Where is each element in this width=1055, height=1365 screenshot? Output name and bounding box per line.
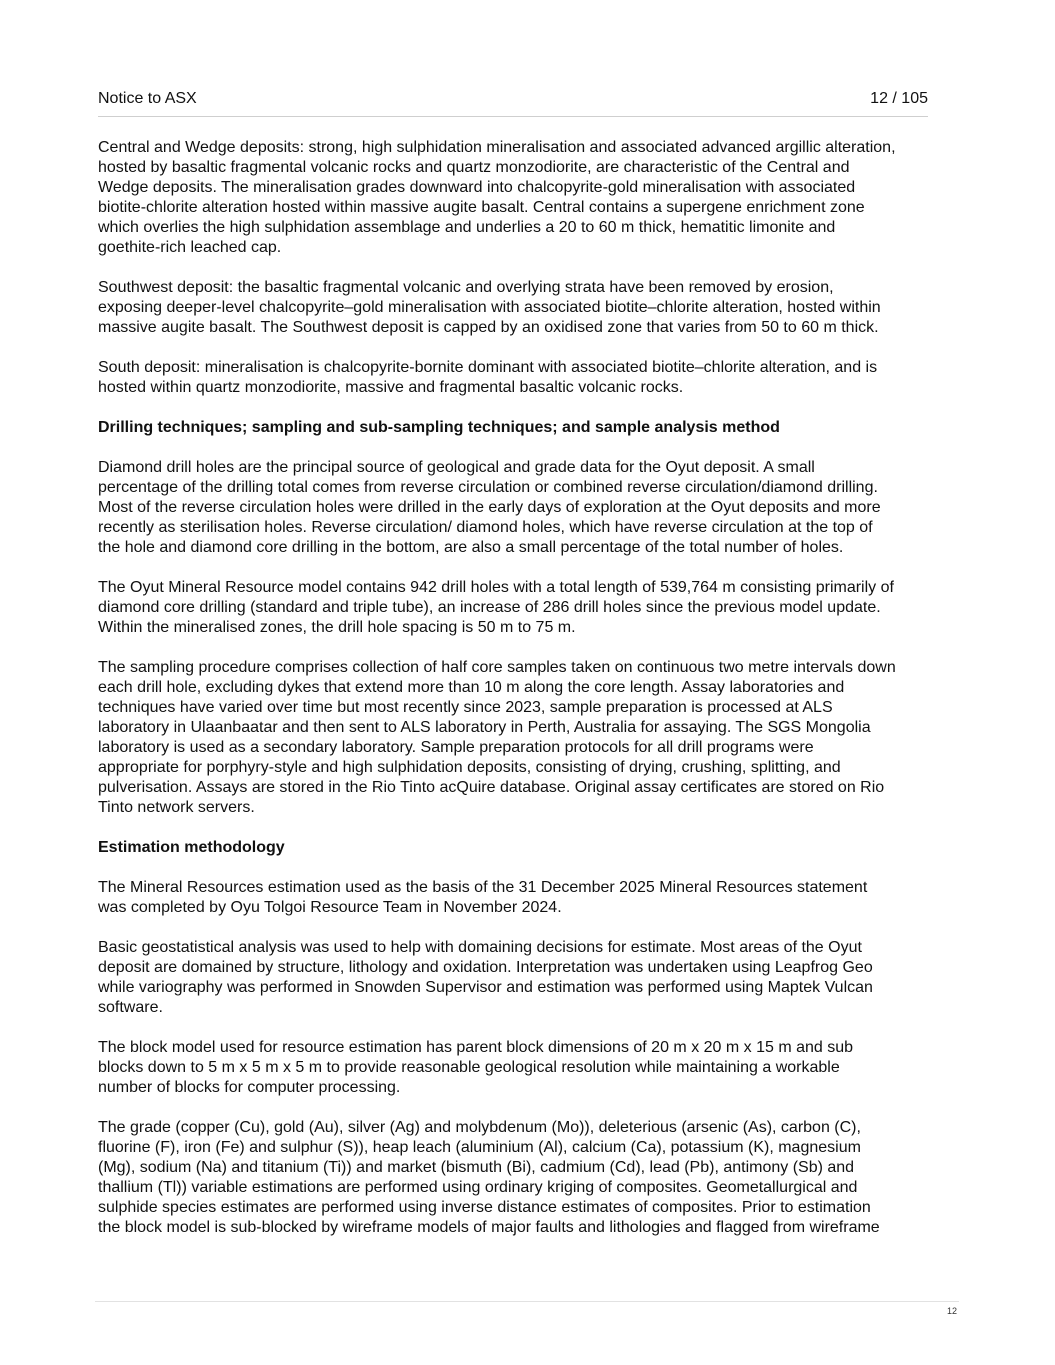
paragraph-southwest: Southwest deposit: the basaltic fragmental volcanic and overlying strata have been removed by erosion, exposing deeper-level chalcopyrite–gold mineralisation with associated biotite–chlorite alteration, hosted within massive augite basalt. The Southwest deposit is capped by an oxidised zone that varies from 50 to 60 m thick.: [98, 279, 881, 336]
page-header: [98, 89, 928, 117]
heading-drilling-techniques: Drilling techniques; sampling and sub-sampling techniques; and sample analysis method: [98, 419, 780, 436]
document-body: [98, 138, 960, 1258]
footer-divider: [95, 1301, 959, 1302]
document-title: Notice to ASX: [98, 90, 197, 107]
paragraph-central-wedge: Central and Wedge deposits: strong, high sulphidation mineralisation and associated advanced argillic alteration, hosted by basaltic fragmental volcanic rocks and quartz monzodiorite, are characteristic of the Central and Wedge deposits. The mineralisation grades downward into chalcopyrite-gold mineralisation with associated biotite-chlorite alteration hosted within massive augite basalt. Central contains a supergene enrichment zone which overlies the high sulphidation assemblage and underlies a 20 to 60 m thick, hematitic limonite and goethite-rich leached cap.: [98, 139, 896, 256]
paragraph-south: South deposit: mineralisation is chalcopyrite-bornite dominant with associated biotite–chlorite alteration, and is hosted within quartz monzodiorite, massive and fragmental basaltic volcanic rocks.: [98, 359, 878, 396]
paragraph-resource-model: The Oyut Mineral Resource model contains 942 drill holes with a total length of 539,764 m consisting primarily of diamond core drilling (standard and triple tube), an increase of 286 drill holes since the previous model update. Within the mineralised zones, the drill hole spacing is 50 m to 75 m.: [98, 579, 894, 636]
heading-estimation-methodology: Estimation methodology: [98, 839, 285, 856]
paragraph-geostatistical: Basic geostatistical analysis was used to help with domaining decisions for estimate. Most areas of the Oyut deposit are domained by structure, lithology and oxidation. Interpretation was undertaken using Leapfrog Geo while variography was performed in Snowden Supervisor and estimation was performed using Maptek Vulcan software.: [98, 939, 873, 1016]
paragraph-block-model: The block model used for resource estimation has parent block dimensions of 20 m x 20 m x 15 m and sub blocks down to 5 m x 5 m x 5 m to provide reasonable geological resolution while maintaining a workable number of blocks for computer processing.: [98, 1039, 854, 1096]
paragraph-sampling-procedure: The sampling procedure comprises collection of half core samples taken on continuous two metre intervals down each drill hole, excluding dykes that extend more than 10 m along the core length. Assay laboratories and techniques have varied over time but most recently since 2023, sample preparation is processed at ALS laboratory in Ulaanbaatar and then sent to ALS laboratory in Perth, Australia for assaying. The SGS Mongolia laboratory is used as a secondary laboratory. Sample preparation protocols for all drill programs were appropriate for porphyry-style and high sulphidation deposits, consisting of drying, crushing, splitting, and pulverisation. Assays are stored in the Rio Tinto acQuire database. Original assay certificates are stored on Rio Tinto network servers.: [98, 659, 896, 816]
page-indicator: 12 / 105: [870, 90, 928, 107]
paragraph-estimation-basis: The Mineral Resources estimation used as the basis of the 31 December 2025 Mineral Resources statement was completed by Oyu Tolgoi Resource Team in November 2024.: [98, 879, 868, 916]
paragraph-diamond-drill: Diamond drill holes are the principal source of geological and grade data for the Oyut deposit. A small percentage of the drilling total comes from reverse circulation or combined reverse circulation/diamond drilling. Most of the reverse circulation holes were drilled in the early days of exploration at the Oyut deposits and more recently as sterilisation holes. Reverse circulation/ diamond holes, which have reverse circulation at the top of the hole and diamond core drilling in the bottom, are also a small percentage of the total number of holes.: [98, 459, 881, 556]
footer-page-number: 12: [946, 1306, 957, 1316]
paragraph-grade-variables: The grade (copper (Cu), gold (Au), silver (Ag) and molybdenum (Mo)), deleterious (arsenic (As), carbon (C), fluorine (F), iron (Fe) and sulphur (S)), heap leach (aluminium (Al), calcium (Ca), potassium (K), magnesium (Mg), sodium (Na) and titanium (Ti)) and market (bismuth (Bi), cadmium (Cd), lead (Pb), antimony (Sb) and thallium (Tl)) variable estimations are performed using ordinary kriging of composites. Geometallurgical and sulphide species estimates are performed using inverse distance estimates of composites. Prior to estimation the block model is sub-blocked by wireframe models of major faults and lithologies and flagged from wireframe: [98, 1119, 880, 1236]
